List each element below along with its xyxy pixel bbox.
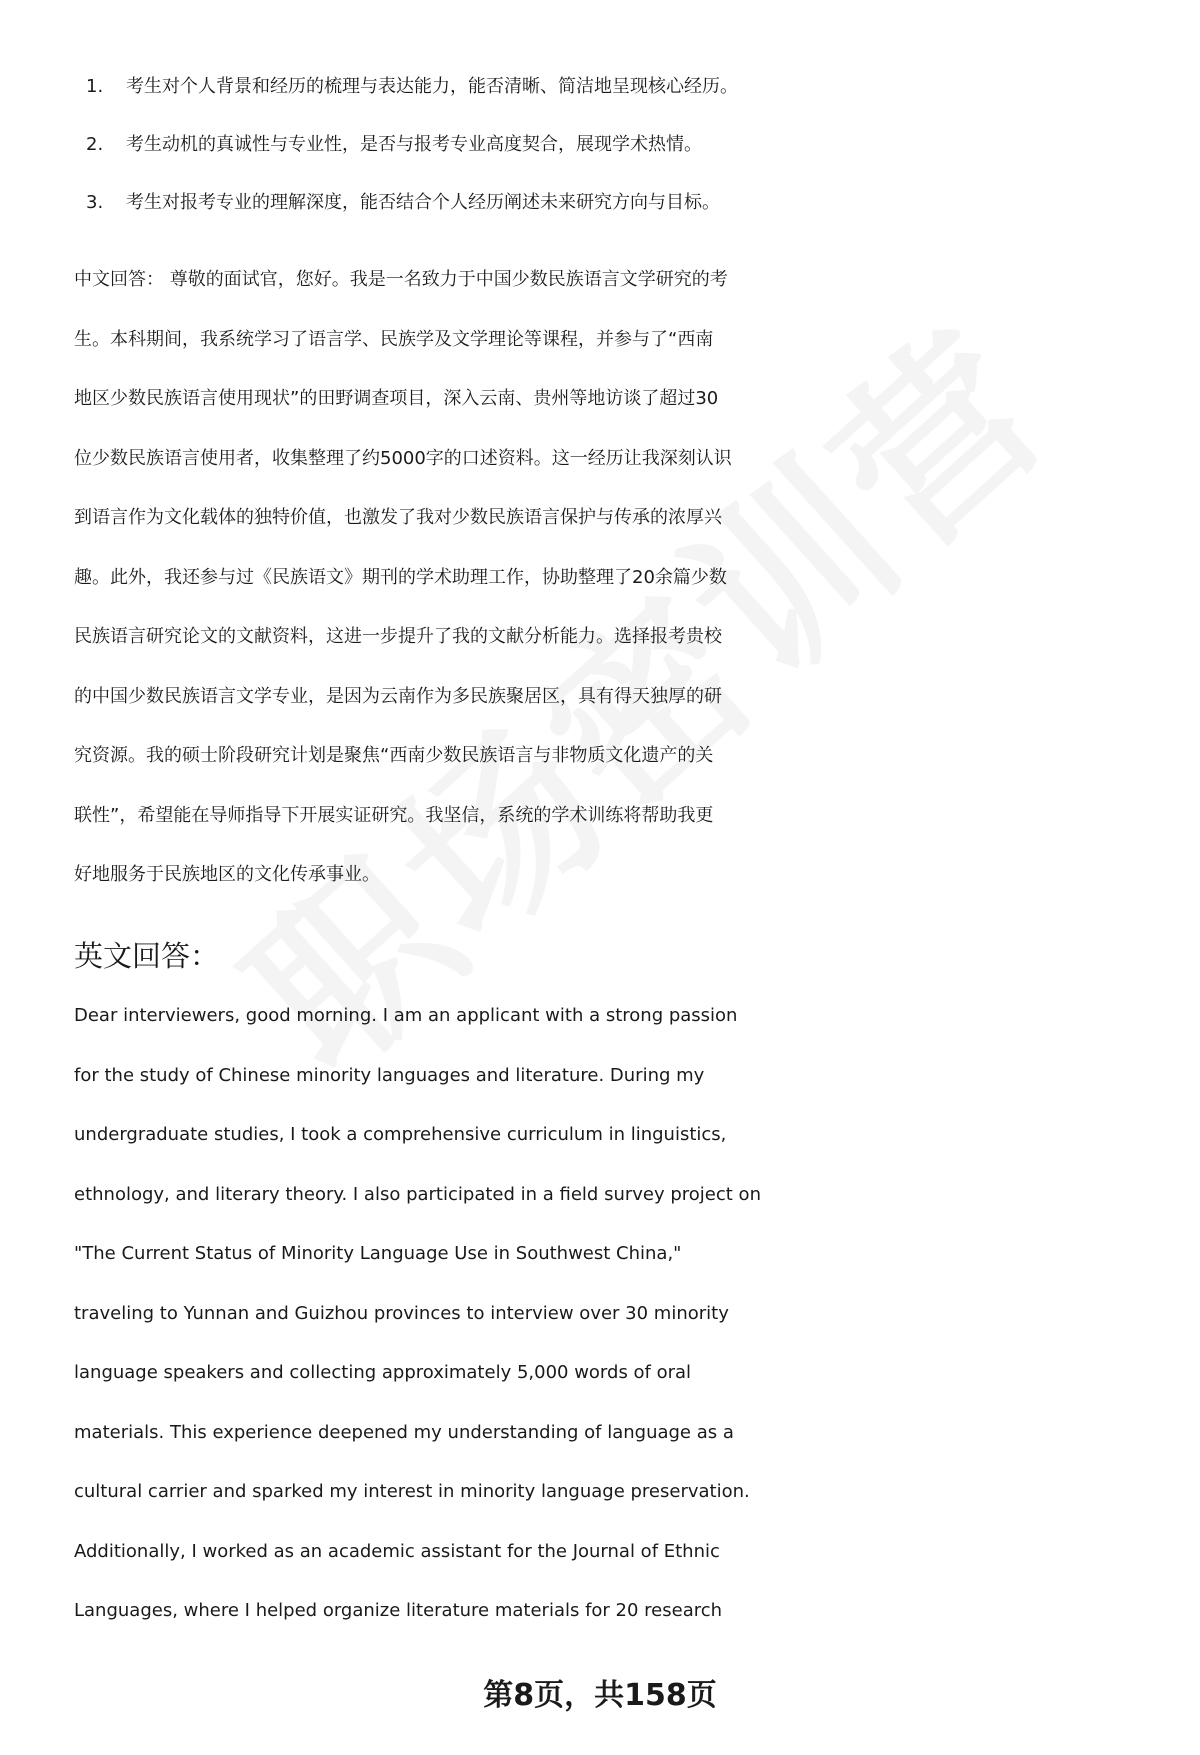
english-answer-line: for the study of Chinese minority languages and literature. During my [74, 1064, 705, 1086]
chinese-answer-line: 地区少数民族语言使用现状”的田野调查项目，深入云南、贵州等地访谈了超过30 [74, 388, 719, 409]
english-answer-line: Languages, where I helped organize literature materials for 20 research [74, 1600, 723, 1621]
chinese-answer-line: 位少数民族语言使用者，收集整理了约5000字的口述资料。这一经历让我深刻认识 [74, 447, 732, 469]
criteria-number: 1. [86, 76, 104, 97]
evaluation-criteria-list [74, 58, 1154, 232]
english-answer-line: Additionally, I worked as an academic assistant for the Journal of Ethnic [74, 1540, 720, 1562]
criteria-item [74, 174, 1154, 232]
english-answer-line: "The Current Status of Minority Language Use in Southwest China," [74, 1243, 682, 1264]
english-answer-line: traveling to Yunnan and Guizhou provinces to interview over 30 minority [74, 1302, 729, 1324]
page-content [74, 58, 1154, 1641]
english-answer-line: cultural carrier and sparked my interest in minority language preservation. [74, 1481, 750, 1502]
chinese-answer-line: 究资源。我的硕士阶段研究计划是聚焦“西南少数民族语言与非物质文化遗产的关 [74, 745, 714, 766]
criteria-text: 考生对个人背景和经历的梳理与表达能力，能否清晰、简洁地呈现核心经历。 [126, 76, 738, 97]
criteria-text: 考生动机的真诚性与专业性，是否与报考专业高度契合，展现学术热情。 [126, 134, 702, 155]
chinese-answer-paragraph [74, 250, 1154, 905]
english-answer-line: undergraduate studies, I took a comprehensive curriculum in linguistics, [74, 1124, 727, 1145]
chinese-answer-line: 的中国少数民族语言文学专业，是因为云南作为多民族聚居区，具有得天独厚的研 [74, 685, 722, 707]
chinese-answer-line: 中文回答： 尊敬的面试官，您好。我是一名致力于中国少数民族语言文学研究的考 [74, 269, 728, 290]
chinese-answer-line: 生。本科期间，我系统学习了语言学、民族学及文学理论等课程，并参与了“西南 [74, 328, 714, 350]
criteria-item [74, 116, 1154, 174]
chinese-answer-line: 民族语言研究论文的文献资料，这进一步提升了我的文献分析能力。选择报考贵校 [74, 626, 722, 647]
chinese-answer-line: 联性”，希望能在导师指导下开展实证研究。我坚信，系统的学术训练将帮助我更 [74, 804, 714, 826]
chinese-answer-line: 到语言作为文化载体的独特价值，也激发了我对少数民族语言保护与传承的浓厚兴 [74, 507, 722, 528]
english-answer-paragraph [74, 986, 1154, 1641]
page-number: 第8页，共158页 [483, 1678, 717, 1713]
english-answer-line: materials. This experience deepened my understanding of language as a [74, 1421, 734, 1443]
criteria-number: 3. [86, 192, 104, 213]
english-answer-label: 英文回答： [74, 938, 220, 973]
english-answer-line: ethnology, and literary theory. I also participated in a field survey project on [74, 1183, 761, 1205]
criteria-number: 2. [86, 134, 104, 155]
criteria-item [74, 58, 1154, 116]
english-answer-line: language speakers and collecting approximately 5,000 words of oral [74, 1362, 692, 1383]
chinese-answer-line: 趣。此外，我还参与过《民族语文》期刊的学术助理工作，协助整理了20余篇少数 [74, 566, 727, 588]
criteria-text: 考生对报考专业的理解深度，能否结合个人经历阐述未来研究方向与目标。 [126, 192, 720, 213]
chinese-answer-line: 好地服务于民族地区的文化传承事业。 [74, 864, 380, 885]
english-answer-line: Dear interviewers, good morning. I am an applicant with a strong passion [74, 1005, 738, 1026]
